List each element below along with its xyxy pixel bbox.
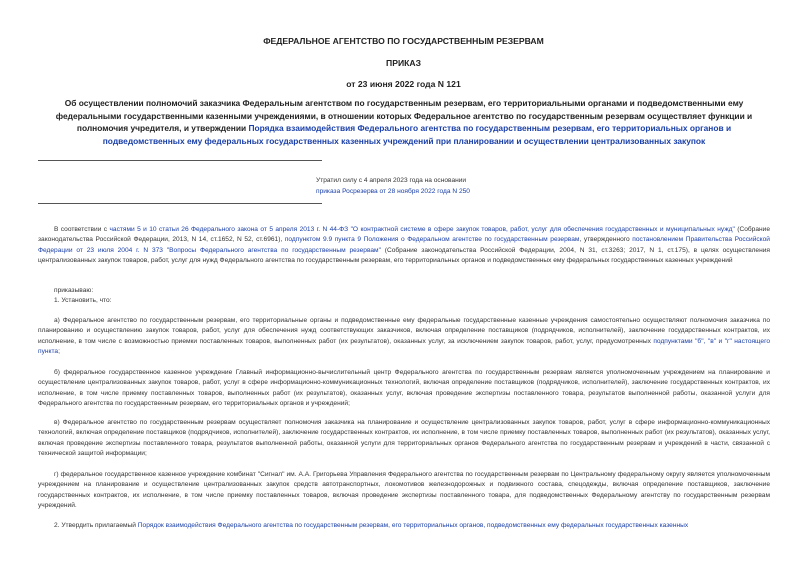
preamble-text-2: (Собрание законодательства Российской Федерации, 2013, N 14, ст.1652, N 52, ст.6961),: [38, 226, 771, 244]
document-date-number: от 23 июня 2022 года N 121: [346, 79, 461, 89]
status-note-link[interactable]: приказа Росрезерва от 28 ноября 2022 года N 250: [316, 187, 470, 195]
item-b: б) федеральное государственное казенное учреждение Главный информационно-вычислительный центр Федерального агентства по государственным резервам является уполномоченным учреждением на планирование и осуществление централизованных закупок товаров, работ, услуг в сфере информационно-коммуникационных технологий, включая определение поставщиков (подрядчиков, исполнителей), заключение государственных контрактов, их исполнение, в том числе приемку поставленных товаров, выполненных работ (их результатов), оказанных услуг, включая проведение экспертизы поставленного товара, результатов выполненной работы, оказанной услуги для Федерального агентства по государственным резервам, его территориальных органов и учреждений;: [38, 369, 770, 407]
subitems-link[interactable]: подпунктами "б", "в" и "г" настоящего пункта: [38, 337, 771, 355]
order-word: приказываю:: [54, 287, 94, 294]
status-note: [316, 176, 470, 197]
separator-rule: [38, 160, 322, 161]
regulation-link[interactable]: подпунктом 9.9 пункта 9 Положения о Федеральном агентстве по государственным резервам: [284, 236, 580, 244]
item-1: 1. Установить, что:: [54, 297, 112, 304]
status-note-text: Утратил силу с 4 апреля 2023 года на основании: [316, 177, 467, 184]
item-c: в) Федеральное агентство по государственным резервам осуществляет полномочия заказчика на планирование и осуществление централизованных закупок товаров, работ, услуг в сфере информационно-коммуникационных технологий, включая определение поставщиков (подрядчиков, исполнителей), заключение государственных контрактов, их исполнение, в том числе приемку поставленных товаров, выполненных работ (их результатов), оказанных услуг, включая проведение экспертизы поставленного товара, результатов выполненной работы, оказанной услуги для территориальных органов Федерального агентства по государственным резервам и учреждений в части, связанной с технической защитой информации;: [38, 419, 770, 457]
preamble-text-4: (Собрание законодательства Российской Федерации, 2004, N 31, ст.3263; 2017, N 1, ст.175), в целях осуществления централизованных закупок товаров, работ, услуг для нужд Федерального агентства по государственным резервам, его территориальных органов и подведомственных ему федеральных государственных казенных учреждений: [38, 246, 770, 264]
item-2-text: 2. Утвердить прилагаемый: [54, 522, 138, 529]
separator-rule-2: [38, 203, 322, 204]
procedure-link[interactable]: Порядок взаимодействия Федерального агентства по государственным резервам, его территориальных органов, подведомственных ему федеральных государственных казенных: [137, 522, 689, 529]
law-44fz-link[interactable]: частями 5 и 10 статьи 26 Федерального закона от 5 апреля 2013 г. N 44-ФЗ "О контрактной системе в сфере закупок товаров, работ, услуг для обеспечения государственных и муниципальных нужд": [109, 226, 735, 233]
preamble-text-3: , утвержденного: [579, 236, 633, 244]
title-link-procedure[interactable]: Порядка взаимодействия Федерального агентства по государственным резервам, его территориальных органов и подведомственных ему федеральных государственных казенных учреждений при планировании и осуществлении централизованных закупок: [102, 123, 732, 146]
item-d: г) федеральное государственное казенное учреждение комбинат "Сигнал" им. А.А. Григорьева Управления Федерального агентства по государственным резервам по Центральному федеральному округу является уполномоченным учреждением на планирование и осуществление централизованных закупок средств автотранспортных, локомотивов железнодорожных и подвижного состава, спецодежды, включая определение поставщиков, заключение государственных контрактов, их исполнение, в том числе приемку поставленных товаров, включая проведение экспертизы поставленного товара, для подведомственных Федеральному агентству по государственным резервам учреждений.: [38, 471, 770, 509]
title-text: Об осуществлении полномочий заказчика Федеральным агентством по государственным резервам, его территориальными органами и подведомственными ему федеральными государственными казенными учреждениями, в отношении которых Федеральное агентство по государственным резервам осуществляет функции и полномочия учредителя, и утверждении: [55, 98, 753, 133]
item-2: [38, 521, 770, 531]
agency-name: ФЕДЕРАЛЬНОЕ АГЕНТСТВО ПО ГОСУДАРСТВЕННЫМ РЕЗЕРВАМ: [263, 36, 544, 46]
item-a: [38, 316, 770, 357]
item-a-end: ;: [58, 347, 60, 355]
preamble-paragraph: [38, 225, 770, 266]
preamble-text-1: В соответствии с: [54, 226, 110, 233]
government-decree-link[interactable]: постановлением Правительства Российской Федерации от 23 июля 2004 г. N 373 "Вопросы Федерального агентства по государственным резервам": [38, 236, 770, 254]
document-type: ПРИКАЗ: [386, 58, 421, 68]
item-a-text: а) Федеральное агентство по государственным резервам, его территориальные органы и подведомственные ему федеральные государственные казенные учреждения самостоятельно осуществляют полномочия заказчика по планированию и осуществлению закупок товаров, работ, услуг для обеспечения нужд соответствующих заказчиков, включая определение поставщиков (подрядчиков, исполнителей), заключение государственных контрактов, их исполнение, в том числе с возможностью приемки поставленных товаров, выполненных работ (их результатов), оказанных услуг, за исключением закупок товаров, работ, услуг, предусмотренных: [38, 317, 770, 345]
document-title: [38, 97, 770, 147]
